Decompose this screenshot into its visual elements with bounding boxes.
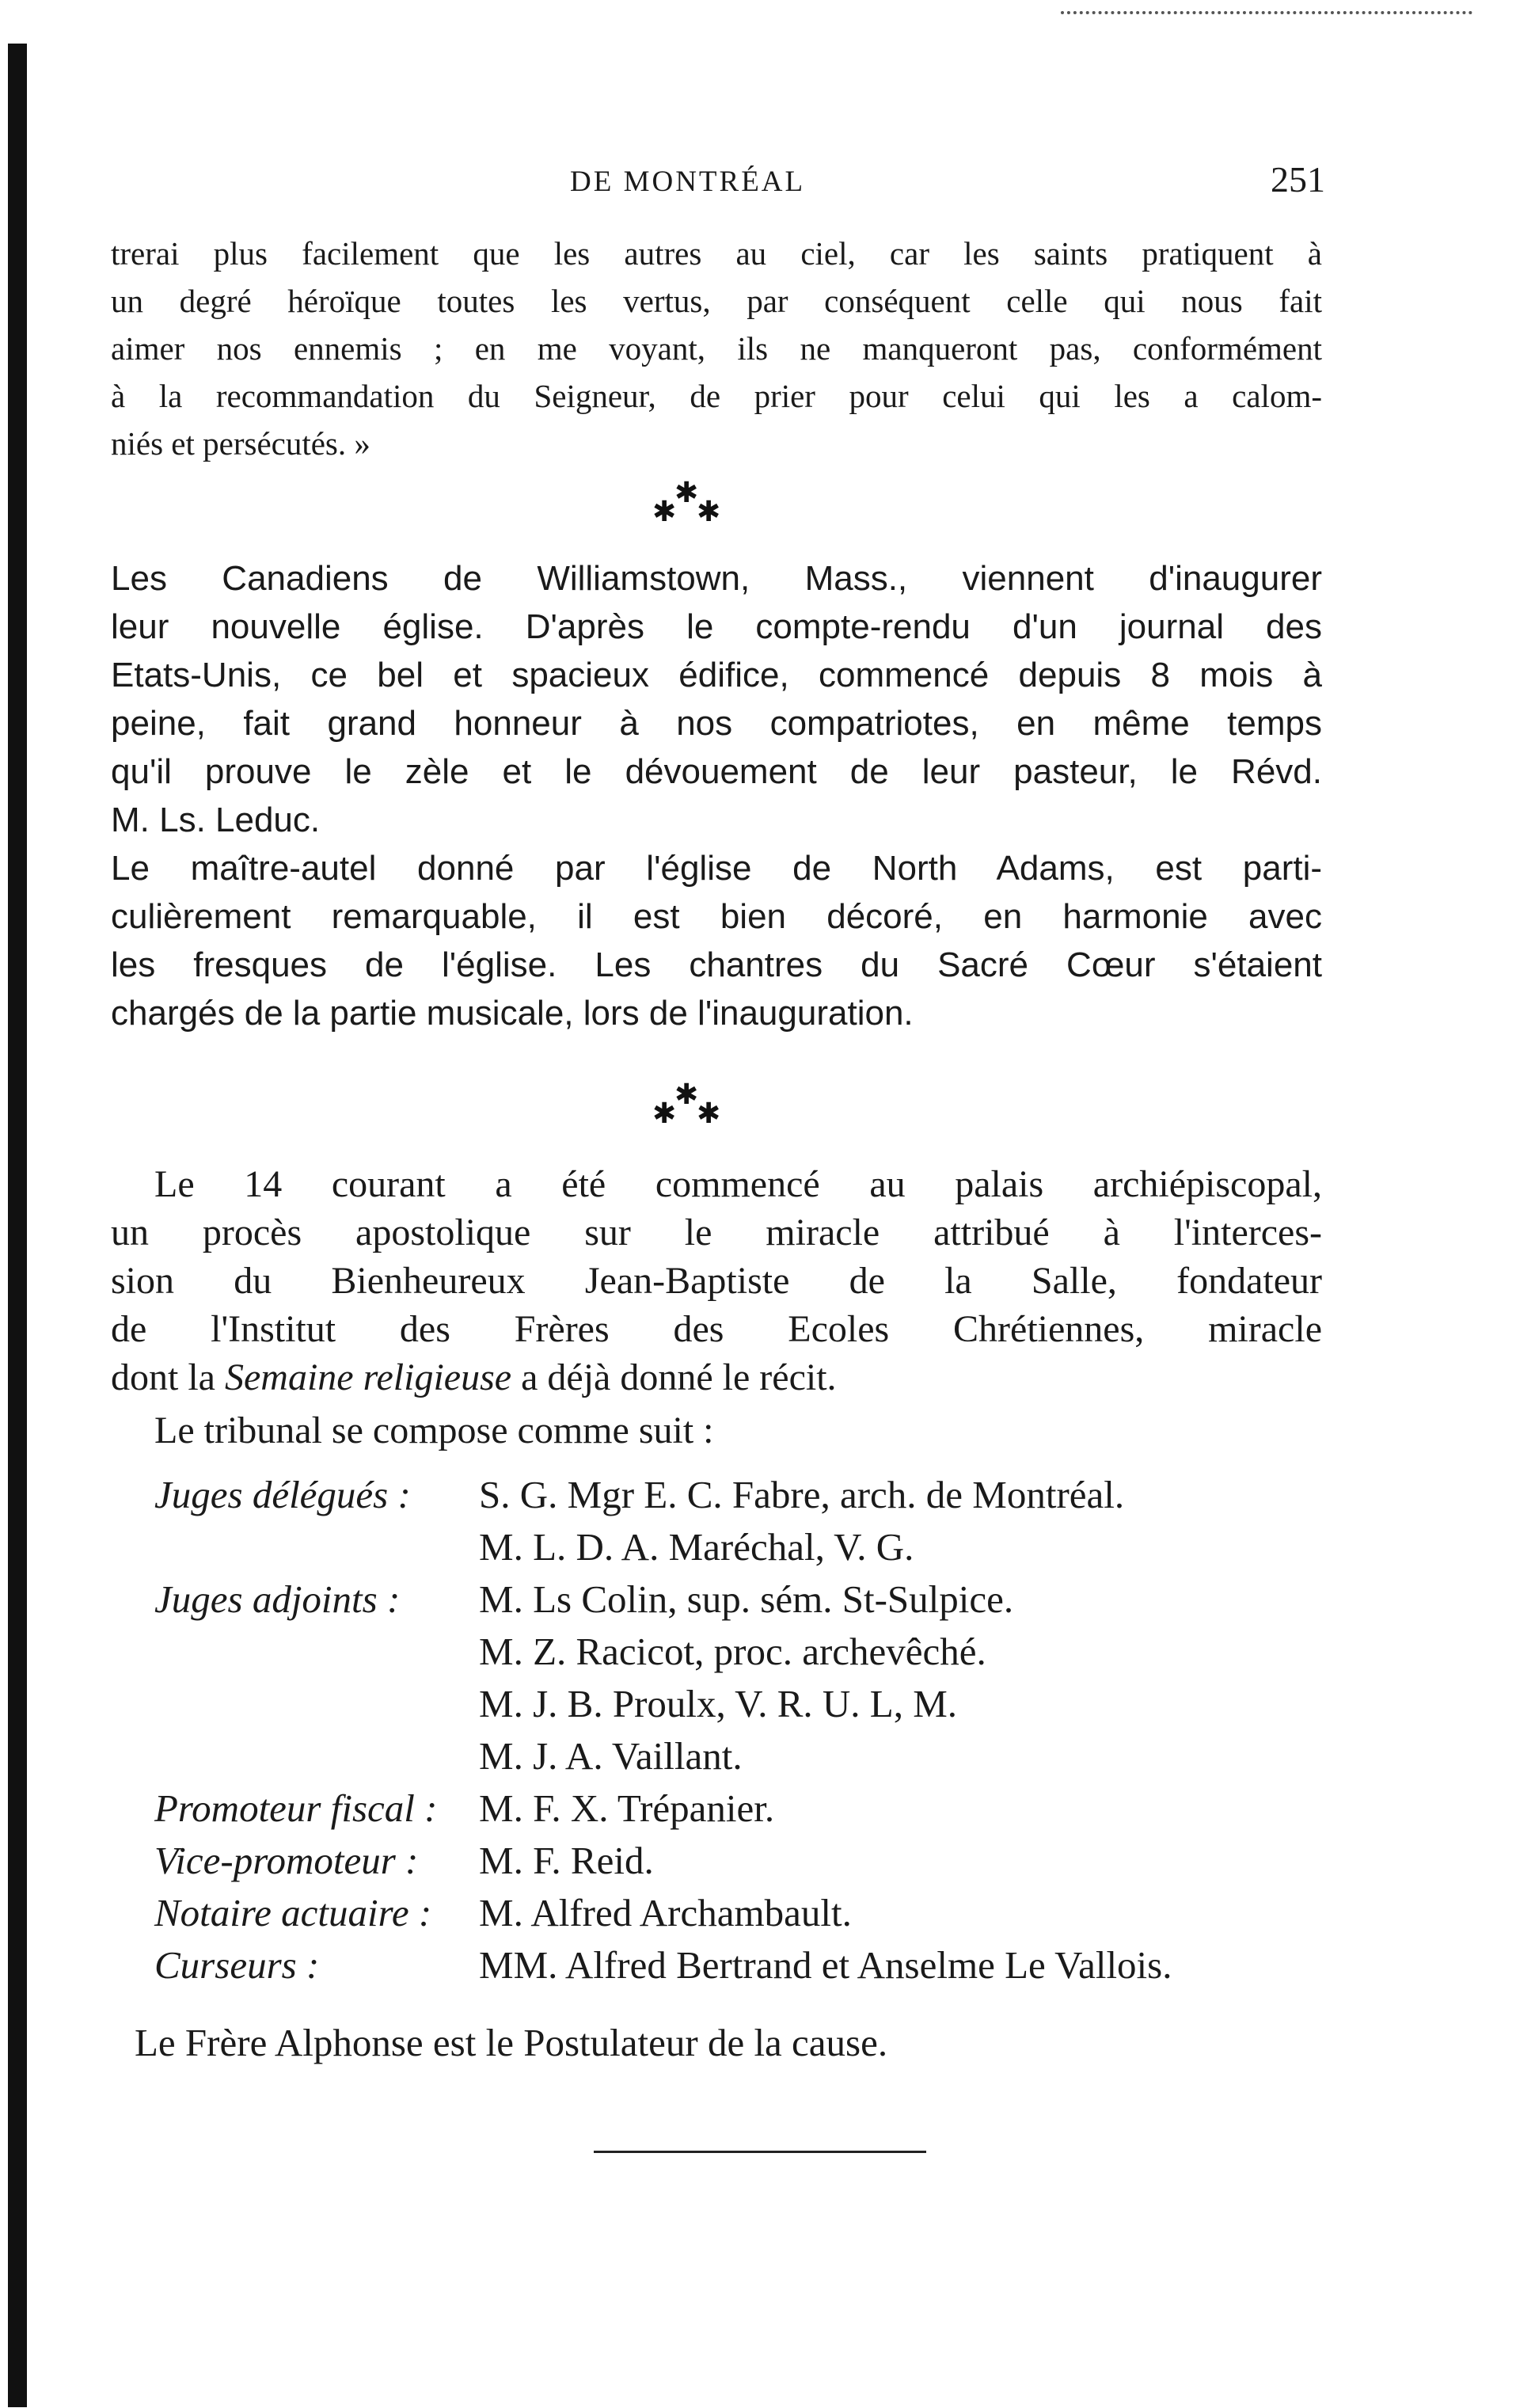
- tribunal-row: [154, 1469, 1326, 1521]
- text-line: Etats-Unis, ce bel et spacieux édifice, commencé depuis 8 mois à: [111, 656, 1322, 694]
- page-number: 251: [1271, 159, 1325, 200]
- tribunal-row: [154, 1521, 1326, 1573]
- role-label: Juges adjoints :: [154, 1577, 401, 1621]
- member-name: M. L. D. A. Maréchal, V. G.: [479, 1525, 914, 1569]
- text-line: aimer nos ennemis ; en me voyant, ils ne manqueront pas, conformément: [111, 330, 1322, 367]
- tribunal-row: [154, 1573, 1326, 1626]
- member-name: M. J. B. Proulx, V. R. U. L, M.: [479, 1682, 958, 1725]
- italic-title: Semaine religieuse: [224, 1356, 512, 1398]
- text-fragment: a déjà donné le récit.: [511, 1356, 837, 1398]
- scan-shadow-edge: [8, 44, 27, 2407]
- role-label: Promoteur fiscal :: [154, 1786, 438, 1830]
- text-line: culièrement remarquable, il est bien décoré, en harmonie avec: [111, 897, 1322, 936]
- text-line: Les Canadiens de Williamstown, Mass., viennent d'inaugurer: [111, 559, 1322, 598]
- member-name: M. Z. Racicot, proc. archevêché.: [479, 1630, 986, 1673]
- text-line: de l'Institut des Frères des Ecoles Chrétiennes, miracle: [111, 1308, 1322, 1350]
- role-label: Vice-promoteur :: [154, 1839, 419, 1882]
- tribunal-row: [154, 1626, 1326, 1678]
- end-rule: [594, 2151, 926, 2153]
- member-name: M. Ls Colin, sup. sém. St-Sulpice.: [479, 1577, 1014, 1621]
- asterism-divider: ✱ ✱ ✱: [652, 1078, 721, 1130]
- text-line: un procès apostolique sur le miracle attribué à l'interces-: [111, 1212, 1322, 1253]
- text-line: trerai plus facilement que les autres au ciel, car les saints pratiquent à: [111, 235, 1322, 272]
- closing-sentence: Le Frère Alphonse est le Postulateur de la cause.: [135, 2021, 888, 2064]
- text-line: un degré héroïque toutes les vertus, par conséquent celle qui nous fait: [111, 283, 1322, 319]
- paragraph-maitre-autel: [111, 844, 1322, 1037]
- tribunal-intro: Le tribunal se compose comme suit :: [154, 1409, 714, 1451]
- tribunal-row: [154, 1887, 1326, 1939]
- paragraph-williamstown: [111, 554, 1322, 844]
- member-name: M. J. A. Vaillant.: [479, 1734, 743, 1778]
- member-name: M. Alfred Archambault.: [479, 1891, 852, 1934]
- member-name: M. F. Reid.: [479, 1839, 654, 1882]
- text-line: chargés de la partie musicale, lors de l'inauguration.: [111, 994, 914, 1033]
- text-line: leur nouvelle église. D'après le compte-rendu d'un journal des: [111, 607, 1322, 646]
- text-line: qu'il prouve le zèle et le dévouement de leur pasteur, le Révd.: [111, 752, 1322, 791]
- tribunal-row: [154, 1939, 1326, 1991]
- tribunal-row: [154, 1730, 1326, 1782]
- tribunal-row: [154, 1678, 1326, 1730]
- member-name: MM. Alfred Bertrand et Anselme Le Vallois.: [479, 1943, 1172, 1987]
- tribunal-list: [154, 1469, 1326, 1991]
- top-scan-rule: [1061, 11, 1472, 14]
- text-line: Le maître-autel donné par l'église de North Adams, est parti-: [111, 849, 1322, 888]
- paragraph-proces-apostolique: [111, 1160, 1322, 1455]
- tribunal-row: [154, 1782, 1326, 1835]
- role-label: Notaire actuaire :: [154, 1891, 432, 1934]
- running-head: DE MONTRÉAL: [570, 165, 806, 198]
- tribunal-row: [154, 1835, 1326, 1887]
- text-line: à la recommandation du Seigneur, de prier pour celui qui les a calom-: [111, 378, 1322, 414]
- text-line: [111, 1353, 1322, 1402]
- text-line: niés et persécutés. »: [111, 425, 370, 462]
- role-label: Juges délégués :: [154, 1473, 411, 1516]
- asterism-divider: ✱ ✱ ✱: [652, 477, 721, 528]
- page-header: [0, 158, 1535, 206]
- role-label: Curseurs :: [154, 1943, 320, 1987]
- text-line: les fresques de l'église. Les chantres du Sacré Cœur s'étaient: [111, 945, 1322, 984]
- text-line: sion du Bienheureux Jean-Baptiste de la Salle, fondateur: [111, 1260, 1322, 1302]
- text-line: Le 14 courant a été commencé au palais archiépiscopal,: [154, 1163, 1322, 1205]
- text-line: M. Ls. Leduc.: [111, 801, 321, 839]
- paragraph-quote-end: [111, 230, 1322, 467]
- text-line: peine, fait grand honneur à nos compatriotes, en même temps: [111, 704, 1322, 743]
- text-fragment: dont la: [111, 1356, 225, 1398]
- member-name: M. F. X. Trépanier.: [479, 1786, 775, 1830]
- member-name: S. G. Mgr E. C. Fabre, arch. de Montréal.: [479, 1473, 1125, 1516]
